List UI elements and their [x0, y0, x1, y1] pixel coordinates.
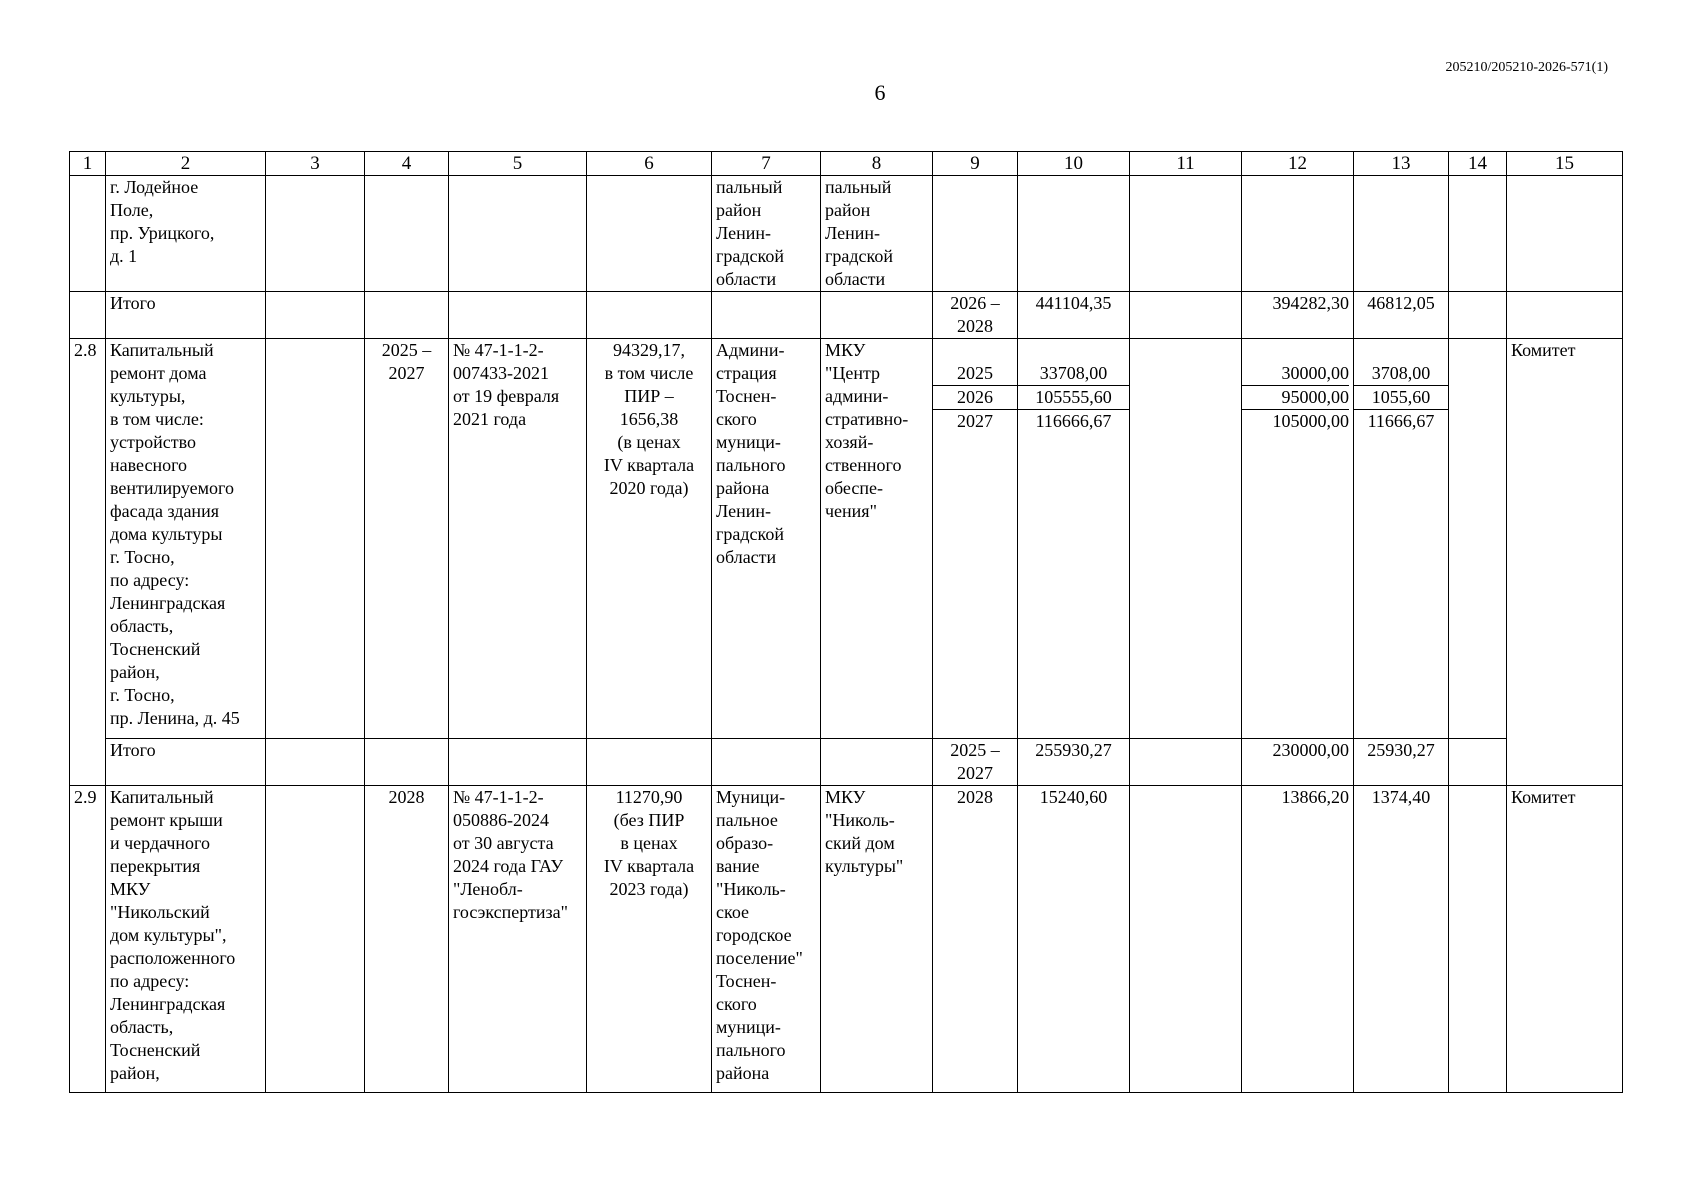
amount-cell: 30000,00 — [1281, 363, 1349, 383]
col-header: 4 — [365, 152, 449, 176]
total-row — [70, 292, 1623, 339]
table-row — [70, 786, 1623, 1093]
col-header: 3 — [266, 152, 365, 176]
total-years: 2025 – 2027 — [933, 739, 1018, 786]
amount-cell: 33708,00 — [1039, 363, 1108, 383]
col-header: 10 — [1018, 152, 1130, 176]
amount-cell: 1055,60 — [1354, 385, 1448, 409]
year-cell: 2028 — [933, 786, 1018, 1093]
col-header: 15 — [1507, 152, 1623, 176]
expertise-cell: № 47-1-1-2- 007433-2021 от 19 февраля 2021 года — [449, 339, 587, 739]
col-header: 8 — [821, 152, 933, 176]
total-col10: 441104,35 — [1018, 292, 1130, 339]
object-name: Капитальный ремонт крыши и чердачного перекрытия МКУ "Никольский дом культуры", расположенного по адресу: Ленинградская область, Тосненский район, — [106, 786, 266, 1093]
amount-cell: 15240,60 — [1018, 786, 1130, 1093]
object-name: Капитальный ремонт дома культуры, в том числе: устройство навесного вентилируемого фасада здания дома культуры г. Тосно, по адресу: Ленинградская область, Тосненский район, г. Тосно, пр. Ленина, д. 45 — [106, 339, 266, 739]
col-header: 1 — [70, 152, 106, 176]
amount-cell: 13866,20 — [1242, 786, 1354, 1093]
total-row — [70, 739, 1623, 786]
amount-cell: 3708,00 — [1371, 363, 1431, 383]
row-number: 2.9 — [70, 786, 106, 1093]
year-cell: 2025 — [957, 363, 993, 383]
col-header: 13 — [1354, 152, 1449, 176]
amount-cell: 11666,67 — [1354, 409, 1448, 433]
customer-cell: Муници- пальное образо- вание "Николь- ское городское поселение" Тоснен- ского муници- пального района — [712, 786, 821, 1093]
object-address: г. Лодейное Поле, пр. Урицкого, д. 1 — [106, 176, 266, 292]
total-years: 2026 – 2028 — [933, 292, 1018, 339]
col-header: 14 — [1449, 152, 1507, 176]
row-number: 2.8 — [70, 339, 106, 786]
col-header: 9 — [933, 152, 1018, 176]
table-row — [70, 176, 1623, 292]
table-row — [70, 339, 1623, 739]
responsible-cell: Комитет — [1507, 339, 1623, 786]
total-col10: 255930,27 — [1018, 739, 1130, 786]
col-header: 6 — [587, 152, 712, 176]
year-cell: 2027 — [933, 409, 1017, 433]
executor-cell: пальный район Ленин- градской области — [821, 176, 933, 292]
col-header: 2 — [106, 152, 266, 176]
years-cell: 2028 — [365, 786, 449, 1093]
register-table — [69, 151, 1623, 1093]
amount-cell: 1374,40 — [1354, 786, 1449, 1093]
total-col13: 46812,05 — [1354, 292, 1449, 339]
responsible-cell: Комитет — [1507, 786, 1623, 1093]
expertise-cell: № 47-1-1-2- 050886-2024 от 30 августа 2024 года ГАУ "Ленобл- госэкспертиза" — [449, 786, 587, 1093]
total-col12: 394282,30 — [1242, 292, 1354, 339]
page-number: 6 — [874, 80, 886, 105]
executor-cell: МКУ "Николь- ский дом культуры" — [821, 786, 933, 1093]
cost-cell: 94329,17, в том числе ПИР – 1656,38 (в ценах IV квартала 2020 года) — [587, 339, 712, 739]
amount-cell: 105555,60 — [1018, 385, 1129, 409]
total-label: Итого — [106, 739, 266, 786]
col12-stack — [1242, 362, 1349, 433]
executor-cell: МКУ "Центр админи- стративно- хозяй- ственного обеспе- чения" — [821, 339, 933, 739]
amount-cell: 105000,00 — [1242, 409, 1349, 433]
col-header: 5 — [449, 152, 587, 176]
customer-cell: Админи- страция Тоснен- ского муници- пального района Ленин- градской области — [712, 339, 821, 739]
document-id: 205210/205210-2026-571(1) — [1445, 60, 1608, 75]
col-header: 7 — [712, 152, 821, 176]
amount-cell: 116666,67 — [1018, 409, 1129, 433]
col10-stack — [1018, 362, 1129, 433]
col-header: 12 — [1242, 152, 1354, 176]
cost-cell: 11270,90 (без ПИР в ценах IV квартала 2023 года) — [587, 786, 712, 1093]
year-cell: 2026 — [933, 385, 1017, 409]
total-label: Итого — [106, 292, 266, 339]
col13-stack — [1354, 362, 1448, 433]
customer-cell: пальный район Ленин- градской области — [712, 176, 821, 292]
column-number-row — [70, 152, 1623, 176]
total-col13: 25930,27 — [1354, 739, 1449, 786]
total-col12: 230000,00 — [1242, 739, 1354, 786]
amount-cell: 95000,00 — [1242, 385, 1349, 409]
year-stack — [933, 362, 1017, 433]
years-cell: 2025 – 2027 — [365, 339, 449, 739]
col-header: 11 — [1130, 152, 1242, 176]
